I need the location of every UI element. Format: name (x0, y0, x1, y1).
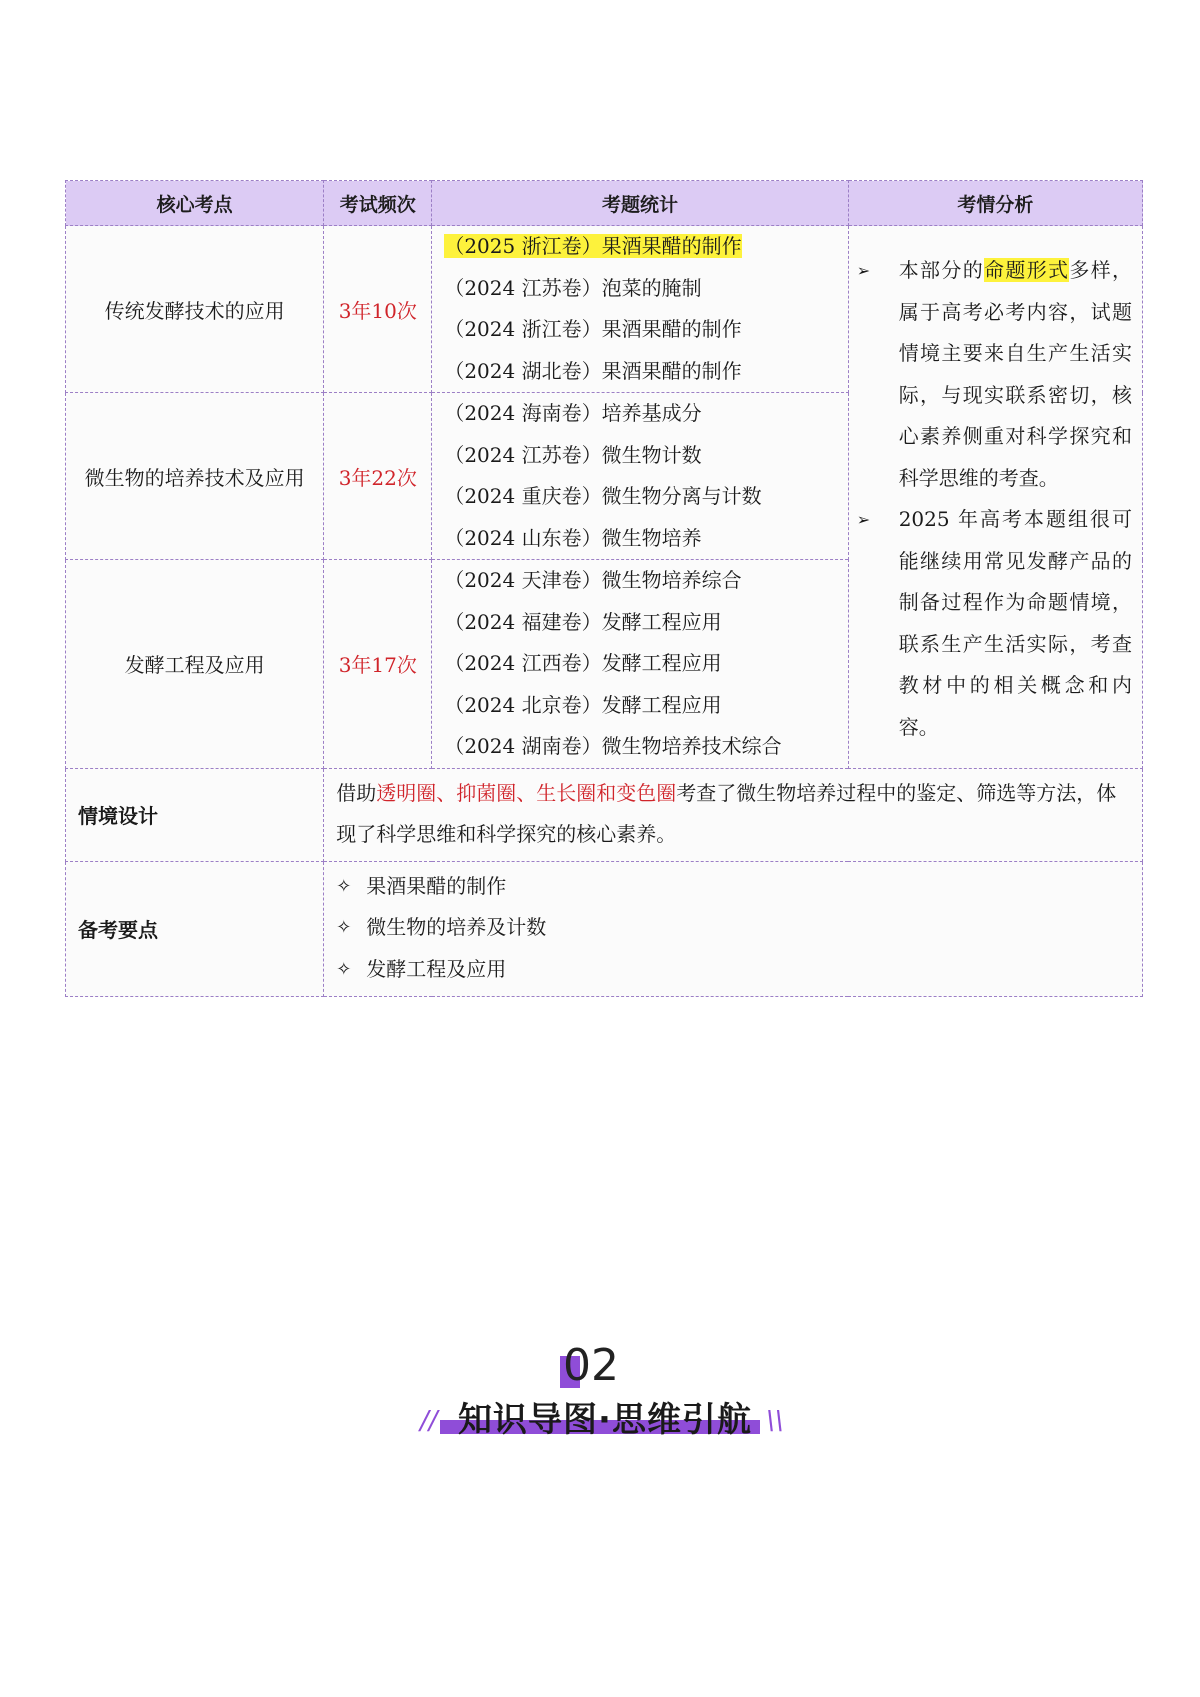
section-title: 知识导图·思维引航 (458, 1400, 752, 1440)
analysis-cell (848, 226, 1142, 769)
analysis-text: 2025 年高考本题组很可能继续用常见发酵产品的制备过程作为命题情境，联系生产生活实际，考查教材中的相关概念和内容。 (898, 507, 1132, 739)
prep-item: ✧ 发酵工程及应用 (336, 949, 1132, 991)
topic-cell: 发酵工程及应用 (66, 560, 324, 769)
scenario-red-text: 透明圈、抑菌圈、生长圈和变色圈 (376, 780, 677, 805)
table-header-row (66, 181, 1143, 226)
exam-item: （2024 江苏卷）微生物计数 (444, 442, 702, 467)
scenario-content (324, 768, 1143, 861)
diamond-bullet-icon: ✧ (336, 958, 352, 980)
exam-item: （2024 福建卷）发酵工程应用 (444, 609, 722, 634)
section-heading (420, 1340, 784, 1450)
exam-list (432, 226, 848, 393)
highlighted-text: 命题形式 (984, 258, 1070, 282)
scenario-text: 借助透明圈、抑菌圈、生长圈和变色圈考查了微生物培养过程中的鉴定、筛选等方法，体现了科学思维和科学探究的核心素养。 (336, 780, 1117, 846)
analysis-item (857, 499, 1132, 748)
frequency-cell: 3年22次 (324, 393, 432, 560)
exam-item: （2024 重庆卷）微生物分离与计数 (444, 484, 762, 508)
table-row (66, 226, 1143, 393)
section-number: 02 (563, 1340, 619, 1391)
exam-item: （2024 海南卷）培养基成分 (444, 401, 702, 425)
exam-list (432, 393, 848, 560)
exam-list (432, 560, 848, 769)
header-core-topic: 核心考点 (66, 181, 324, 226)
topic-cell: 传统发酵技术的应用 (66, 226, 324, 393)
header-frequency: 考试频次 (324, 181, 432, 226)
double-slash-icon: \\ (766, 1406, 784, 1436)
diamond-bullet-icon: ✧ (336, 917, 352, 938)
double-slash-icon: // (420, 1406, 438, 1436)
header-analysis: 考情分析 (848, 181, 1142, 226)
analysis-text: 本部分的命题形式多样，属于高考必考内容，试题情境主要来自生产生活实际，与现实联系密切，核心素养侧重对科学探究和科学思维的考查。 (898, 258, 1133, 490)
exam-item: （2024 山东卷）微生物培养 (444, 525, 702, 550)
highlighted-exam: （2025 浙江卷）果酒果醋的制作 (444, 234, 742, 258)
exam-item: （2024 江苏卷）泡菜的腌制 (444, 275, 702, 300)
scenario-label: 情境设计 (66, 768, 324, 861)
exam-item: （2024 天津卷）微生物培养综合 (444, 568, 742, 592)
exam-item (444, 226, 837, 268)
scenario-row (66, 768, 1143, 861)
exam-item: （2024 北京卷）发酵工程应用 (444, 692, 722, 717)
frequency-cell: 3年10次 (324, 226, 432, 393)
analysis-item (857, 250, 1132, 499)
arrow-bullet-icon: ➢ (856, 510, 871, 529)
prep-row (66, 861, 1143, 997)
exam-item: （2024 江西卷）发酵工程应用 (444, 651, 722, 675)
prep-item: ✧ 果酒果醋的制作 (336, 866, 1132, 908)
arrow-bullet-icon: ➢ (856, 261, 871, 280)
prep-label: 备考要点 (66, 861, 324, 997)
exam-item: （2024 湖北卷）果酒果醋的制作 (444, 358, 742, 383)
prep-content (324, 861, 1143, 997)
exam-analysis-table (65, 180, 1143, 997)
frequency-cell: 3年17次 (324, 560, 432, 769)
exam-item: （2024 湖南卷）微生物培养技术综合 (444, 734, 782, 758)
prep-item: ✧ 微生物的培养及计数 (336, 907, 1132, 949)
topic-cell: 微生物的培养技术及应用 (66, 393, 324, 560)
diamond-bullet-icon: ✧ (336, 875, 352, 897)
header-exam-stats: 考题统计 (432, 181, 848, 226)
exam-item: （2024 浙江卷）果酒果醋的制作 (444, 317, 742, 341)
